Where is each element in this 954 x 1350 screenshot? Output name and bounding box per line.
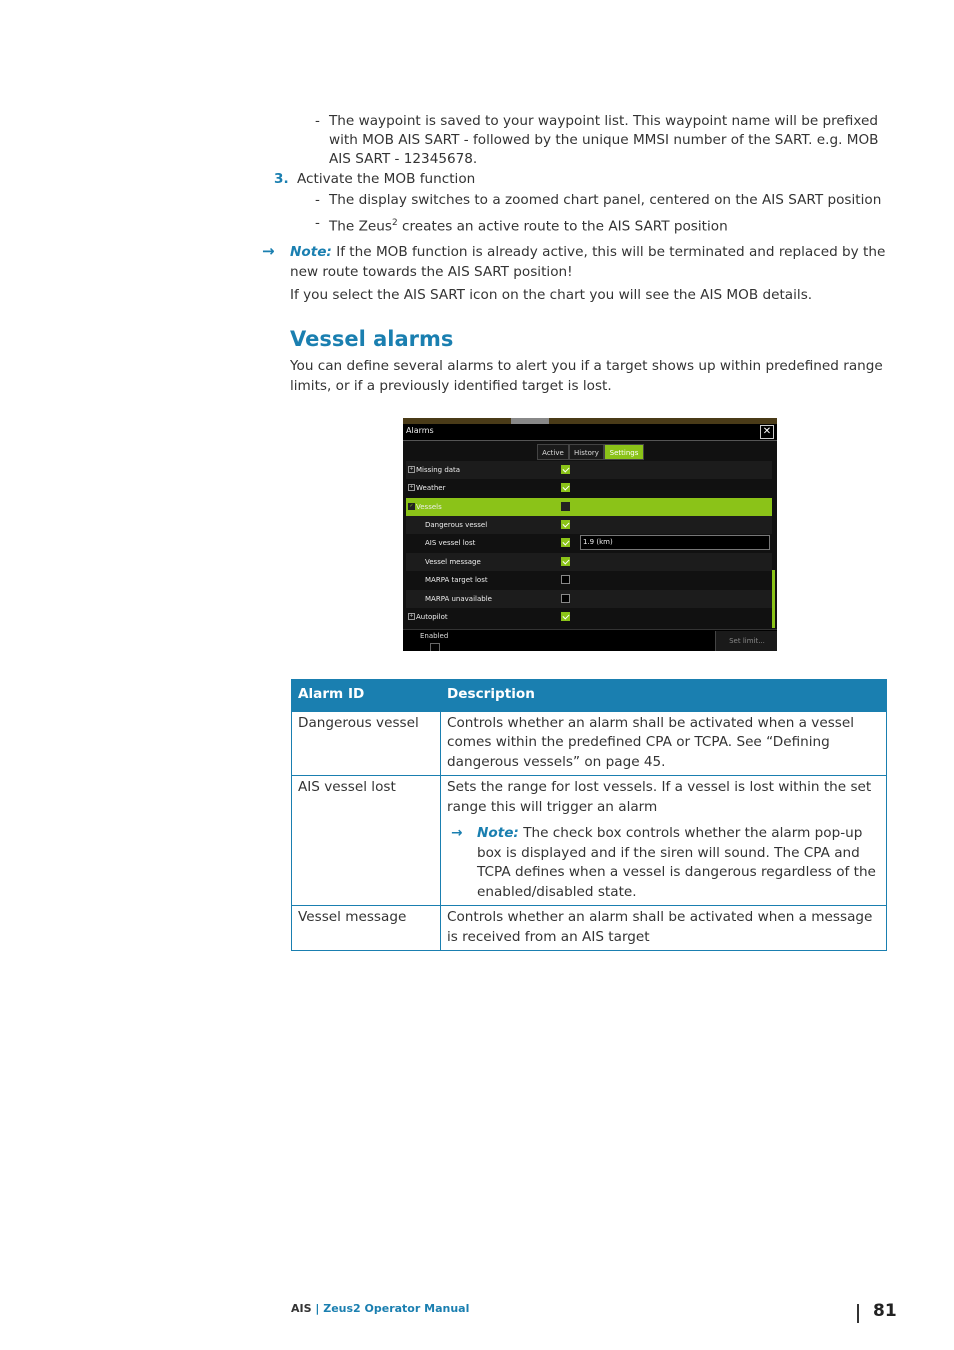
description-text: Sets the range for lost vessels. If a vessel is lost within the set range this will trigger an alarm — [447, 779, 872, 815]
alarm-checkbox[interactable] — [561, 465, 570, 474]
alarm-row-label: Vessel message — [425, 558, 481, 566]
alarm-checkbox[interactable] — [561, 520, 570, 529]
tab-active[interactable]: Active — [537, 444, 569, 460]
collapse-icon[interactable]: ✓ — [409, 503, 414, 509]
description-cell — [441, 776, 887, 906]
header-alarm-id: Alarm ID — [292, 680, 441, 712]
alarm-row-label: Weather — [416, 484, 446, 492]
table-row — [292, 776, 887, 906]
alarm-row-vessels[interactable] — [406, 498, 772, 516]
note-mob-active — [290, 243, 890, 282]
step-text: Activate the MOB function — [297, 171, 476, 187]
section-title: Vessel alarms — [290, 327, 454, 351]
alarm-checkbox[interactable] — [561, 594, 570, 603]
alarm-checkbox[interactable] — [561, 575, 570, 584]
dialog-titlebar — [403, 424, 777, 441]
alarm-checkbox[interactable] — [561, 502, 570, 511]
expand-icon[interactable]: + — [409, 466, 414, 472]
alarm-row-marpa-unavailable[interactable] — [406, 590, 772, 608]
alarm-row-weather[interactable] — [406, 479, 772, 497]
alarm-row-label: MARPA target lost — [425, 576, 488, 584]
alarm-row-marpa-target-lost[interactable] — [406, 571, 772, 589]
note-arrow-icon: → — [262, 242, 275, 260]
bullet-dash: - — [315, 113, 320, 129]
header-description: Description — [441, 680, 887, 712]
alarm-id-cell: AIS vessel lost — [292, 776, 441, 906]
alarm-row-label: MARPA unavailable — [425, 595, 492, 603]
bullet-text: The waypoint is saved to your waypoint list. This waypoint name will be prefixed with MOB AIS SART - followed by the unique MMSI number of the SART. e.g. MOB AIS SART - 12345678. — [329, 113, 879, 167]
alarm-row-dangerous-vessel[interactable] — [406, 516, 772, 534]
page-number-divider — [857, 1304, 859, 1323]
alarm-table — [291, 679, 887, 951]
table-row — [292, 906, 887, 951]
set-limit-button[interactable]: Set limit... — [715, 631, 777, 651]
expand-icon[interactable]: + — [409, 613, 414, 619]
alarm-checkbox[interactable] — [561, 538, 570, 547]
dialog-footer — [403, 629, 777, 651]
ais-sart-paragraph: If you select the AIS SART icon on the chart you will see the AIS MOB details. — [290, 287, 813, 303]
alarm-row-label: Autopilot — [416, 613, 448, 621]
alarm-id-cell: Dangerous vessel — [292, 711, 441, 776]
table-row — [292, 711, 887, 776]
note-arrow-icon: → — [451, 825, 463, 841]
alarm-checkbox[interactable] — [561, 612, 570, 621]
alarm-checkbox[interactable] — [561, 557, 570, 566]
enabled-label: Enabled — [420, 632, 449, 640]
alarm-row-ais-vessel-lost[interactable] — [406, 534, 772, 552]
bullet-text: The display switches to a zoomed chart panel, centered on the AIS SART position — [329, 192, 882, 208]
alarm-checkbox[interactable] — [561, 483, 570, 492]
note-label: Note: — [477, 825, 519, 841]
range-value-field[interactable]: 1.9 (km) — [580, 535, 770, 550]
alarm-row-autopilot[interactable] — [406, 608, 772, 626]
bullet-active-route — [315, 214, 890, 237]
dialog-title: Alarms — [406, 426, 434, 435]
page-number: 81 — [873, 1301, 897, 1321]
footer-separator: | — [311, 1302, 324, 1315]
zeus-text: The Zeus — [329, 218, 392, 235]
footer-manual-title: Zeus2 Operator Manual — [323, 1302, 470, 1315]
description-cell: Controls whether an alarm shall be activated when a message is received from an AIS target — [441, 906, 887, 951]
table-note — [447, 824, 880, 902]
alarm-row-missing-data[interactable] — [406, 461, 772, 479]
page-footer — [291, 1302, 469, 1315]
bullet-display-switches — [315, 191, 890, 210]
bullet-text — [329, 214, 890, 237]
tab-history[interactable]: History — [569, 444, 604, 460]
footer-section: AIS — [291, 1302, 312, 1315]
scrollbar[interactable] — [772, 570, 775, 628]
note-text: The check box controls whether the alarm pop-up box is displayed and if the siren will sound. The CPA and TCPA defines when a vessel is dangerous regardless of the enabled/disabled state. — [477, 825, 876, 900]
alarms-dialog-screenshot — [403, 418, 777, 651]
alarm-id-cell: Vessel message — [292, 906, 441, 951]
zeus-superscript: 2 — [391, 218, 398, 228]
route-text: creates an active route to the AIS SART position — [397, 218, 728, 235]
note-text: If the MOB function is already active, this will be terminated and replaced by the new route towards the AIS SART position! — [290, 244, 886, 280]
alarm-row-vessel-message[interactable] — [406, 553, 772, 571]
table-header-row — [292, 680, 887, 712]
alarm-row-label: Vessels — [416, 503, 442, 511]
bullet-dash: - — [315, 192, 320, 208]
alarm-row-label: Missing data — [416, 466, 461, 474]
expand-icon[interactable]: + — [409, 484, 414, 490]
alarm-row-label: Dangerous vessel — [425, 521, 488, 529]
description-cell: Controls whether an alarm shall be activated when a vessel comes within the predefined CPA or TCPA. See “Defining dangerous vessels” on page 45. — [441, 711, 887, 776]
note-label: Note: — [290, 244, 332, 260]
bullet-waypoint-saved — [315, 112, 890, 169]
enabled-checkbox[interactable] — [430, 643, 440, 651]
step-number: 3. — [274, 171, 289, 187]
close-icon[interactable]: ✕ — [760, 425, 774, 439]
alarm-row-label: AIS vessel lost — [425, 539, 476, 547]
tab-settings[interactable]: Settings — [604, 444, 644, 460]
section-intro: You can define several alarms to alert you if a target shows up within predefined range limits, or if a previously identified target is lost. — [290, 358, 883, 394]
bullet-dash: - — [315, 215, 320, 231]
